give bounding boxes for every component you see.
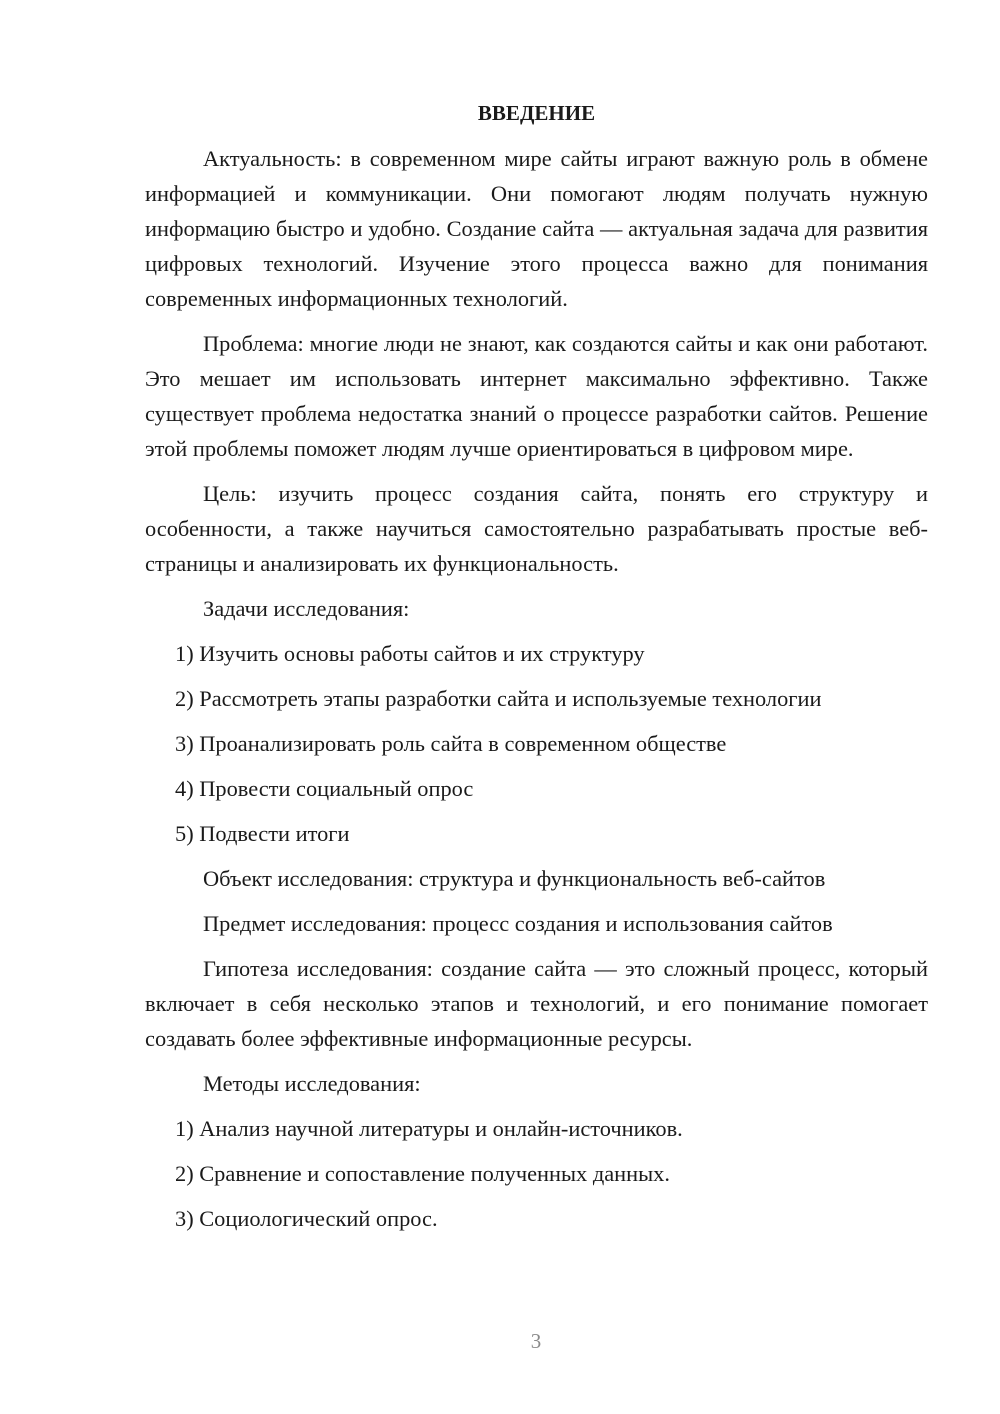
list-item-task: 4) Провести социальный опрос bbox=[175, 776, 474, 801]
subject-line: Предмет исследования: процесс создания и использования сайтов bbox=[203, 911, 833, 936]
list-item-task: 3) Проанализировать роль сайта в современном обществе bbox=[175, 731, 727, 756]
section-title: ВВЕДЕНИЕ bbox=[477, 101, 596, 125]
methods-heading: Методы исследования: bbox=[203, 1071, 421, 1096]
hypothesis-paragraph: Гипотеза исследования: создание сайта — это сложный процесс, который включает в себя несколько этапов и технологий, и его понимание помогает создавать более эффективные информационные ресурсы. bbox=[145, 956, 928, 1051]
list-item-task: 1) Изучить основы работы сайтов и их структуру bbox=[175, 641, 645, 666]
list-item-method: 1) Анализ научной литературы и онлайн-источников. bbox=[175, 1116, 683, 1141]
problem-paragraph: Проблема: многие люди не знают, как создаются сайты и как они работают. Это мешает им использовать интернет максимально эффективно. Также существует проблема недостатка знаний о процессе разработки сайтов. Решение этой проблемы поможет людям лучше ориентироваться в цифровом мире. bbox=[145, 331, 928, 461]
list-item-method: 2) Сравнение и сопоставление полученных данных. bbox=[175, 1161, 670, 1186]
tasks-heading: Задачи исследования: bbox=[203, 596, 410, 621]
goal-paragraph: Цель: изучить процесс создания сайта, понять его структуру и особенности, а также научиться самостоятельно разрабатывать простые веб-страницы и анализировать их функциональность. bbox=[145, 481, 928, 576]
object-line: Объект исследования: структура и функциональность веб-сайтов bbox=[203, 866, 826, 891]
list-item-method: 3) Социологический опрос. bbox=[175, 1206, 438, 1231]
list-item-task: 2) Рассмотреть этапы разработки сайта и используемые технологии bbox=[175, 686, 822, 711]
list-item-task: 5) Подвести итоги bbox=[175, 821, 350, 846]
page-number: 3 bbox=[530, 1329, 542, 1353]
relevance-paragraph: Актуальность: в современном мире сайты играют важную роль в обмене информацией и коммуникации. Они помогают людям получать нужную информацию быстро и удобно. Создание сайта — актуальная задача для развития цифровых технологий. Изучение этого процесса важно для понимания современных информационных технологий. bbox=[145, 146, 928, 311]
document-page bbox=[145, 96, 928, 1246]
